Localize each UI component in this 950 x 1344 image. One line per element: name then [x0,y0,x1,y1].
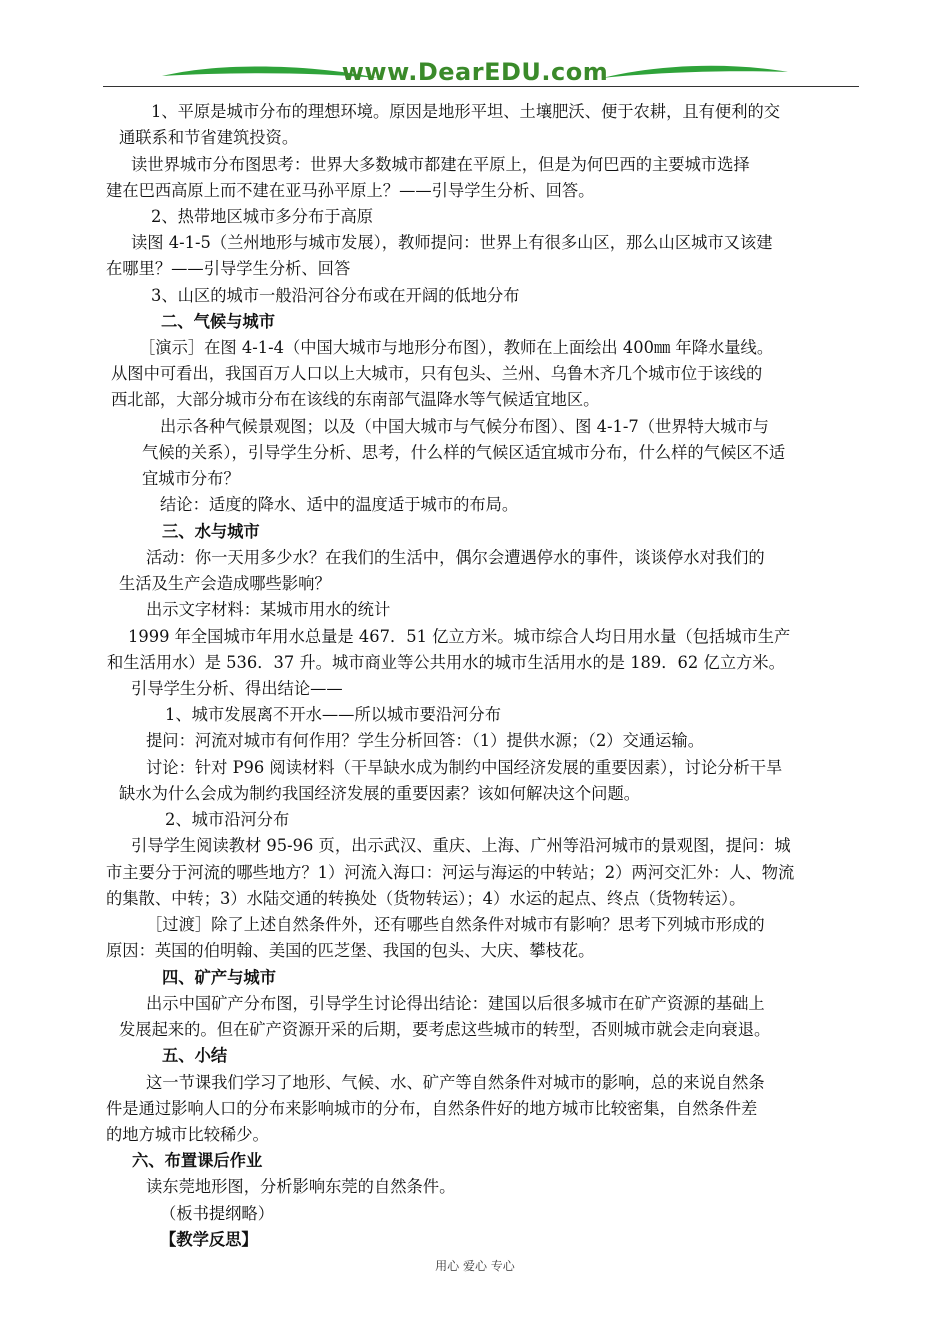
text-line: 市主要分于河流的哪些地方？1）河流入海口：河运与海运的中转站；2）两河交汇外：人、物流 [106,863,795,882]
text-line: 从图中可看出，我国百万人口以上大城市，只有包头、兰州、乌鲁木齐几个城市位于该线的 [111,364,763,383]
text-line: 读世界城市分布图思考：世界大多数城市都建在平原上，但是为何巴西的主要城市选择 [131,155,750,174]
text-line: 读东莞地形图，分析影响东莞的自然条件。 [146,1177,456,1196]
text-line: 引导学生阅读教材 95-96 页，出示武汉、重庆、上海、广州等沿河城市的景观图，提问：城 [131,836,791,855]
text-line: 缺水为什么会成为制约我国经济发展的重要因素？该如何解决这个问题。 [119,784,641,803]
text-line: 活动：你一天用多少水？在我们的生活中，偶尔会遭遇停水的事件，谈谈停水对我们的 [146,548,765,567]
text-line: 建在巴西高原上而不建在亚马孙平原上？——引导学生分析、回答。 [106,181,595,200]
text-line: 生活及生产会造成哪些影响？ [119,574,331,593]
text-line: 1999 年全国城市年用水总量是 467．51 亿立方米。城市综合人均日用水量（包括城市生产 [128,627,791,646]
text-line: 讨论：针对 P96 阅读材料（干旱缺水成为制约中国经济发展的重要因素），讨论分析干旱 [146,758,783,777]
section-heading: 【教学反思】 [160,1230,258,1249]
text-line: 件是通过影响人口的分布来影响城市的分布，自然条件好的地方城市比较密集，自然条件差 [106,1099,758,1118]
page-header [0,0,950,100]
text-line: 这一节课我们学习了地形、气候、水、矿产等自然条件对城市的影响，总的来说自然条 [146,1073,765,1092]
text-line: 气候的关系），引导学生分析、思考，什么样的气候区适宜城市分布，什么样的气候区不适 [142,443,786,462]
text-line: ［过渡］除了上述自然条件外，还有哪些自然条件对城市有影响？思考下列城市形成的 [146,915,765,934]
text-line: 西北部，大部分城市分布在该线的东南部气温降水等气候适宜地区。 [111,390,600,409]
text-line: 读图 4-1-5（兰州地形与城市发展），教师提问：世界上有很多山区，那么山区城市又该建 [131,233,773,252]
text-line: 1、城市发展离不开水——所以城市要沿河分布 [165,705,501,724]
section-heading: 五、小结 [162,1046,228,1065]
section-heading: 二、气候与城市 [161,312,275,331]
text-line: 的集散、中转；3）水陆交通的转换处（货物转运）；4）水运的起点、终点（货物转运）。 [106,889,746,908]
text-line: 引导学生分析、得出结论—— [131,679,343,698]
text-line: 通联系和节省建筑投资。 [119,128,299,147]
text-line: 的地方城市比较稀少。 [106,1125,269,1144]
section-heading: 六、布置课后作业 [132,1151,263,1170]
text-line: 发展起来的。但在矿产资源开采的后期，要考虑这些城市的转型，否则城市就会走向衰退。 [119,1020,771,1039]
page-footer: 用心 爱心 专心 [435,1259,515,1273]
text-line: 原因：英国的伯明翰、美国的匹芝堡、我国的包头、大庆、攀枝花。 [106,941,595,960]
text-line: 出示文字材料：某城市用水的统计 [146,600,391,619]
header-divider [103,86,859,87]
text-line: 在哪里？——引导学生分析、回答 [106,259,351,278]
text-line: 1、平原是城市分布的理想环境。原因是地形平坦、土壤肥沃、便于农耕，且有便利的交 [151,102,781,121]
text-line: （板书提纲略） [160,1204,274,1223]
text-line: 2、城市沿河分布 [165,810,290,829]
text-line: 出示中国矿产分布图，引导学生讨论得出结论：建国以后很多城市在矿产资源的基础上 [146,994,765,1013]
text-line: 2、热带地区城市多分布于高原 [151,207,374,226]
section-heading: 四、矿产与城市 [162,968,276,987]
text-line: 结论：适度的降水、适中的温度适于城市的布局。 [160,495,519,514]
text-line: 和生活用水）是 536．37 升。城市商业等公共用水的城市生活用水的是 189．62 亿立方米。 [107,653,785,672]
text-line: 提问：河流对城市有何作用？学生分析回答：（1）提供水源；（2）交通运输。 [146,731,704,750]
section-heading: 三、水与城市 [162,522,260,541]
site-logo-text: www.DearEDU.com [341,58,609,86]
text-line: 出示各种气候景观图；以及（中国大城市与气候分布图）、图 4-1-7（世界特大城市与 [160,417,769,436]
text-line: ［演示］在图 4-1-4（中国大城市与地形分布图），教师在上面绘出 400㎜ 年降水量线。 [139,338,774,357]
text-line: 宜城市分布？ [142,469,240,488]
text-line: 3、山区的城市一般沿河谷分布或在开阔的低地分布 [151,286,520,305]
